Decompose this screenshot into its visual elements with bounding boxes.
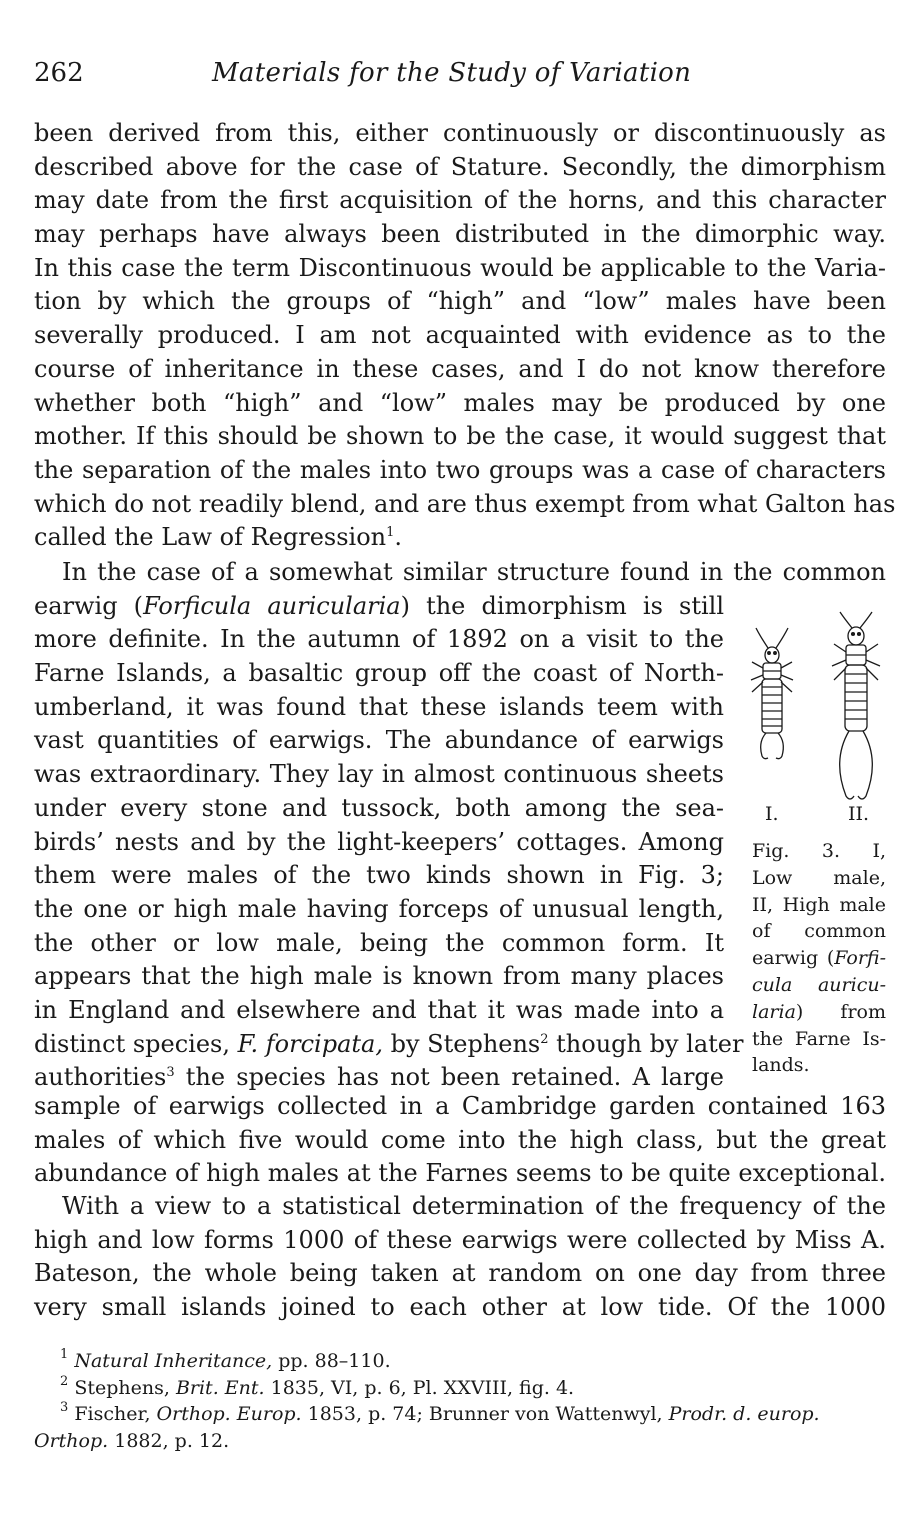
species-name: laria bbox=[752, 1000, 796, 1023]
paragraph-2-continued bbox=[34, 1090, 886, 1191]
species-name: F. forcipata, bbox=[237, 1029, 383, 1058]
footnotes bbox=[34, 1348, 886, 1454]
text-fragment: called the Law of Regression bbox=[34, 523, 387, 552]
text-fragment: authorities bbox=[34, 1063, 167, 1092]
caption-line: lands. bbox=[752, 1054, 810, 1077]
text-fragment: distinct species, bbox=[34, 1029, 238, 1058]
citation-title: Natural Inheritance, bbox=[74, 1350, 273, 1372]
text-fragment: earwig ( bbox=[34, 591, 144, 620]
footnote-3 bbox=[34, 1401, 886, 1428]
text-line: very small islands joined to each other at low tide. Of the 1000 bbox=[34, 1293, 886, 1322]
text-fragment: 1882, p. 12. bbox=[108, 1429, 230, 1452]
text-fragment: . bbox=[394, 523, 403, 552]
text-fragment: pp. 88–110. bbox=[272, 1350, 391, 1372]
text-line: course of inheritance in these cases, and I do not know therefore bbox=[34, 354, 886, 383]
text-line: In this case the term Discontinuous would be applicable to the Varia- bbox=[34, 253, 886, 282]
caption-line: Fig. 3. I, bbox=[752, 840, 886, 862]
text-line: which do not readily blend, and are thus exempt from what Galton has bbox=[34, 489, 896, 518]
text-fragment: though by later bbox=[548, 1029, 744, 1058]
caption-line bbox=[752, 945, 886, 972]
text-line: may perhaps have always been distributed in the dimorphic way. bbox=[34, 220, 886, 249]
running-head bbox=[34, 58, 886, 98]
caption-line: II, High male bbox=[752, 893, 886, 916]
text-line: vast quantities of earwigs. The abundance of earwigs bbox=[34, 726, 724, 755]
text-line: With a view to a statistical determination of the frequency of the bbox=[62, 1192, 886, 1220]
text-line: them were males of the two kinds shown in Fig. 3; bbox=[34, 861, 724, 890]
footnote-mark: 2 bbox=[60, 1373, 69, 1389]
text-line: was extraordinary. They lay in almost continuous sheets bbox=[34, 760, 724, 789]
footnote-ref[interactable]: 2 bbox=[540, 1031, 549, 1047]
footnote-ref[interactable]: 1 bbox=[386, 525, 395, 541]
page-number: 262 bbox=[34, 58, 84, 88]
text-fragment: Stephens, bbox=[74, 1376, 176, 1399]
running-title: Materials for the Study of Variation bbox=[212, 58, 692, 88]
text-line: umberland, it was found that these islands teem with bbox=[34, 692, 724, 721]
text-line: the one or high male having forceps of unusual length, bbox=[34, 894, 724, 923]
text-line: the other or low male, being the common form. It bbox=[34, 928, 724, 957]
footnote-1 bbox=[34, 1348, 886, 1375]
text-fragment: Fischer, bbox=[74, 1403, 157, 1426]
text-line: In the case of a somewhat similar structure found in the common bbox=[62, 558, 886, 586]
text-line bbox=[34, 1028, 744, 1062]
text-line: severally produced. I am not acquainted with evidence as to the bbox=[34, 321, 886, 350]
text-fragment: 1853, p. 74; Brunner von Wattenwyl, bbox=[301, 1403, 669, 1426]
paragraph-3 bbox=[34, 1190, 886, 1325]
caption-line bbox=[752, 999, 886, 1026]
earwig-illustration bbox=[746, 610, 886, 810]
text-line: mother. If this should be shown to be the case, it would suggest that bbox=[34, 422, 886, 451]
text-line: under every stone and tussock, both among the sea- bbox=[34, 793, 724, 822]
text-fragment: the species has not been retained. A large bbox=[174, 1063, 724, 1092]
text-line: appears that the high male is known from many places bbox=[34, 962, 724, 991]
low-male-earwig bbox=[751, 628, 793, 759]
footnote-3-continued bbox=[34, 1428, 886, 1455]
text-line: tion by which the groups of “high” and “low” males have been bbox=[34, 287, 886, 316]
text-fragment: ) the dimorphism is still bbox=[400, 591, 725, 620]
text-line: sample of earwigs collected in a Cambridge garden contained 163 bbox=[34, 1092, 886, 1120]
text-line: in England and elsewhere and that it was made into a bbox=[34, 995, 724, 1024]
text-line: Farne Islands, a basaltic group off the coast of North- bbox=[34, 659, 724, 688]
text-line: whether both “high” and “low” males may be produced by one bbox=[34, 388, 886, 417]
species-name: Forficula auricularia bbox=[143, 591, 401, 620]
footnote-ref[interactable]: 3 bbox=[166, 1065, 175, 1081]
text-line: abundance of high males at the Farnes seems to be quite exceptional. bbox=[34, 1159, 886, 1188]
text-line: birds’ nests and by the light-keepers’ cottages. Among bbox=[34, 827, 724, 856]
text-line bbox=[34, 590, 724, 624]
paragraph-1 bbox=[34, 117, 896, 555]
text-line: described above for the case of Stature. Secondly, the dimorphism bbox=[34, 152, 886, 181]
text-fragment: by Stephens bbox=[382, 1029, 541, 1058]
figure-label-ii: II. bbox=[848, 803, 870, 825]
footnote-mark: 3 bbox=[60, 1400, 69, 1416]
text-fragment: ) from bbox=[795, 1000, 886, 1023]
text-line: may date from the first acquisition of the horns, and this character bbox=[34, 186, 886, 215]
figure-label-i: I. bbox=[765, 803, 779, 825]
text-line: been derived from this, either continuously or discontinuously as bbox=[34, 119, 886, 147]
citation-title: Orthop. Europ. bbox=[156, 1403, 302, 1426]
citation-title: Orthop. bbox=[34, 1429, 109, 1452]
species-name: Forfi- bbox=[834, 947, 886, 970]
text-line: high and low forms 1000 of these earwigs were collected by Miss A. bbox=[34, 1225, 886, 1254]
caption-line: the Farne Is- bbox=[752, 1027, 886, 1050]
text-line: more definite. In the autumn of 1892 on a visit to the bbox=[34, 625, 724, 654]
citation-title: Prodr. d. europ. bbox=[668, 1403, 820, 1426]
figure-caption bbox=[752, 838, 886, 1079]
high-male-earwig bbox=[832, 612, 880, 799]
caption-line: of common bbox=[752, 920, 886, 943]
citation-title: Brit. Ent. bbox=[175, 1376, 265, 1399]
text-fragment: earwig ( bbox=[752, 947, 835, 970]
text-line: Bateson, the whole being taken at random on one day from three bbox=[34, 1259, 886, 1288]
species-name: cula auricu- bbox=[752, 973, 886, 996]
text-line: the separation of the males into two groups was a case of characters bbox=[34, 455, 886, 484]
text-line bbox=[34, 521, 886, 555]
footnote-mark: 1 bbox=[60, 1347, 69, 1362]
text-fragment: 1835, VI, p. 6, Pl. XXVIII, fig. 4. bbox=[264, 1376, 575, 1399]
caption-line: Low male, bbox=[752, 866, 886, 889]
text-line: males of which five would come into the high class, but the great bbox=[34, 1125, 886, 1154]
footnote-2 bbox=[34, 1375, 886, 1402]
caption-line bbox=[752, 972, 886, 999]
